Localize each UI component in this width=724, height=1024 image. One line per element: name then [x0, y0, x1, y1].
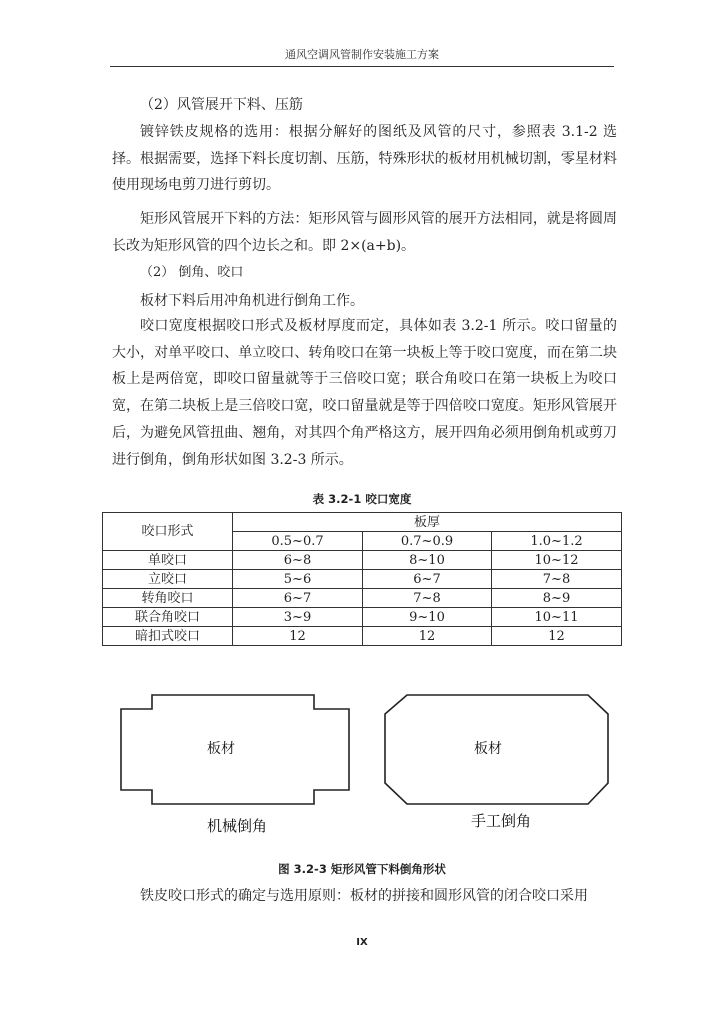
- machine-chamfer-shape: [121, 695, 349, 804]
- right-sheet-label: 板材: [474, 741, 502, 757]
- value-cell: 6~7: [233, 589, 363, 608]
- section-title-1: （2）风管展开下料、压筋: [140, 97, 303, 113]
- left-sheet-label: 板材: [207, 741, 235, 757]
- value-cell: 10~11: [492, 608, 622, 627]
- value-cell: 9~10: [363, 608, 492, 627]
- table-row: [103, 608, 622, 627]
- paragraph-4: 咬口宽度根据咬口形式及板材厚度而定，具体如表 3.2-1 所示。咬口留量的大小，对单平咬口、单立咬口、转角咬口在第一块板上等于咬口宽度，而在第二块板上是两倍宽，即咬口留量就等于三倍咬口宽；联合角咬口在第一块板上为咬口宽，在第二块板上是三倍咬口宽，咬口留量就是等于四倍咬口宽度。矩形风管展开后，为避免风管扭曲、翘角，对其四个角严格这方，展开四角必须用倒角机或剪刀进行倒角，倒角形状如图 3.2-3 所示。: [112, 318, 617, 468]
- chamfer-figure: [115, 690, 615, 840]
- table-caption: 表 3.2-1 咬口宽度: [312, 492, 412, 506]
- value-cell: 12: [363, 627, 492, 646]
- page-header: 通风空调风管制作安装施工方案: [285, 48, 439, 61]
- table-row: [103, 589, 622, 608]
- value-cell: 3~9: [233, 608, 363, 627]
- value-cell: 12: [233, 627, 363, 646]
- value-cell: 12: [492, 627, 622, 646]
- seam-type-cell: 单咬口: [103, 551, 233, 570]
- thickness-range: 0.7~0.9: [363, 532, 492, 551]
- header-rule: [110, 66, 614, 67]
- value-cell: 5~6: [233, 570, 363, 589]
- value-cell: 6~7: [363, 570, 492, 589]
- value-cell: 7~8: [492, 570, 622, 589]
- value-cell: 6~8: [233, 551, 363, 570]
- seam-type-cell: 立咬口: [103, 570, 233, 589]
- paragraph-5: 铁皮咬口形式的确定与选用原则：板材的拼接和圆形风管的闭合咬口采用: [140, 888, 588, 904]
- value-cell: 8~9: [492, 589, 622, 608]
- seam-type-cell: 转角咬口: [103, 589, 233, 608]
- seam-type-cell: 暗扣式咬口: [103, 627, 233, 646]
- figure-caption: 图 3.2-3 矩形风管下料倒角形状: [278, 862, 446, 876]
- machine-chamfer-caption: 机械倒角: [207, 817, 268, 835]
- section-title-2: （2） 倒角、咬口: [140, 265, 244, 280]
- thickness-range: 0.5~0.7: [233, 532, 363, 551]
- hand-chamfer-caption: 手工倒角: [471, 812, 532, 830]
- paragraph-3: 板材下料后用冲角机进行倒角工作。: [140, 293, 364, 309]
- table-row: [103, 551, 622, 570]
- table-row: [103, 627, 622, 646]
- thickness-range: 1.0~1.2: [492, 532, 622, 551]
- header-thickness: 板厚: [233, 513, 622, 532]
- value-cell: 7~8: [363, 589, 492, 608]
- value-cell: 10~12: [492, 551, 622, 570]
- value-cell: 8~10: [363, 551, 492, 570]
- page-number: IX: [356, 937, 368, 948]
- header-seam-type: 咬口形式: [103, 513, 233, 551]
- seam-type-cell: 联合角咬口: [103, 608, 233, 627]
- paragraph-2: 矩形风管展开下料的方法：矩形风管与圆形风管的展开方法相同，就是将圆周长改为矩形风管的四个边长之和。即 2×(a+b)。: [112, 211, 617, 254]
- seam-width-table: [102, 512, 622, 646]
- paragraph-1: 镀锌铁皮规格的选用：根据分解好的图纸及风管的尺寸，参照表 3.1-2 选择。根据需要，选择下料长度切割、压筋，特殊形状的板材用机械切割，零星材料使用现场电剪刀进行剪切。: [112, 124, 617, 194]
- table-row: [103, 570, 622, 589]
